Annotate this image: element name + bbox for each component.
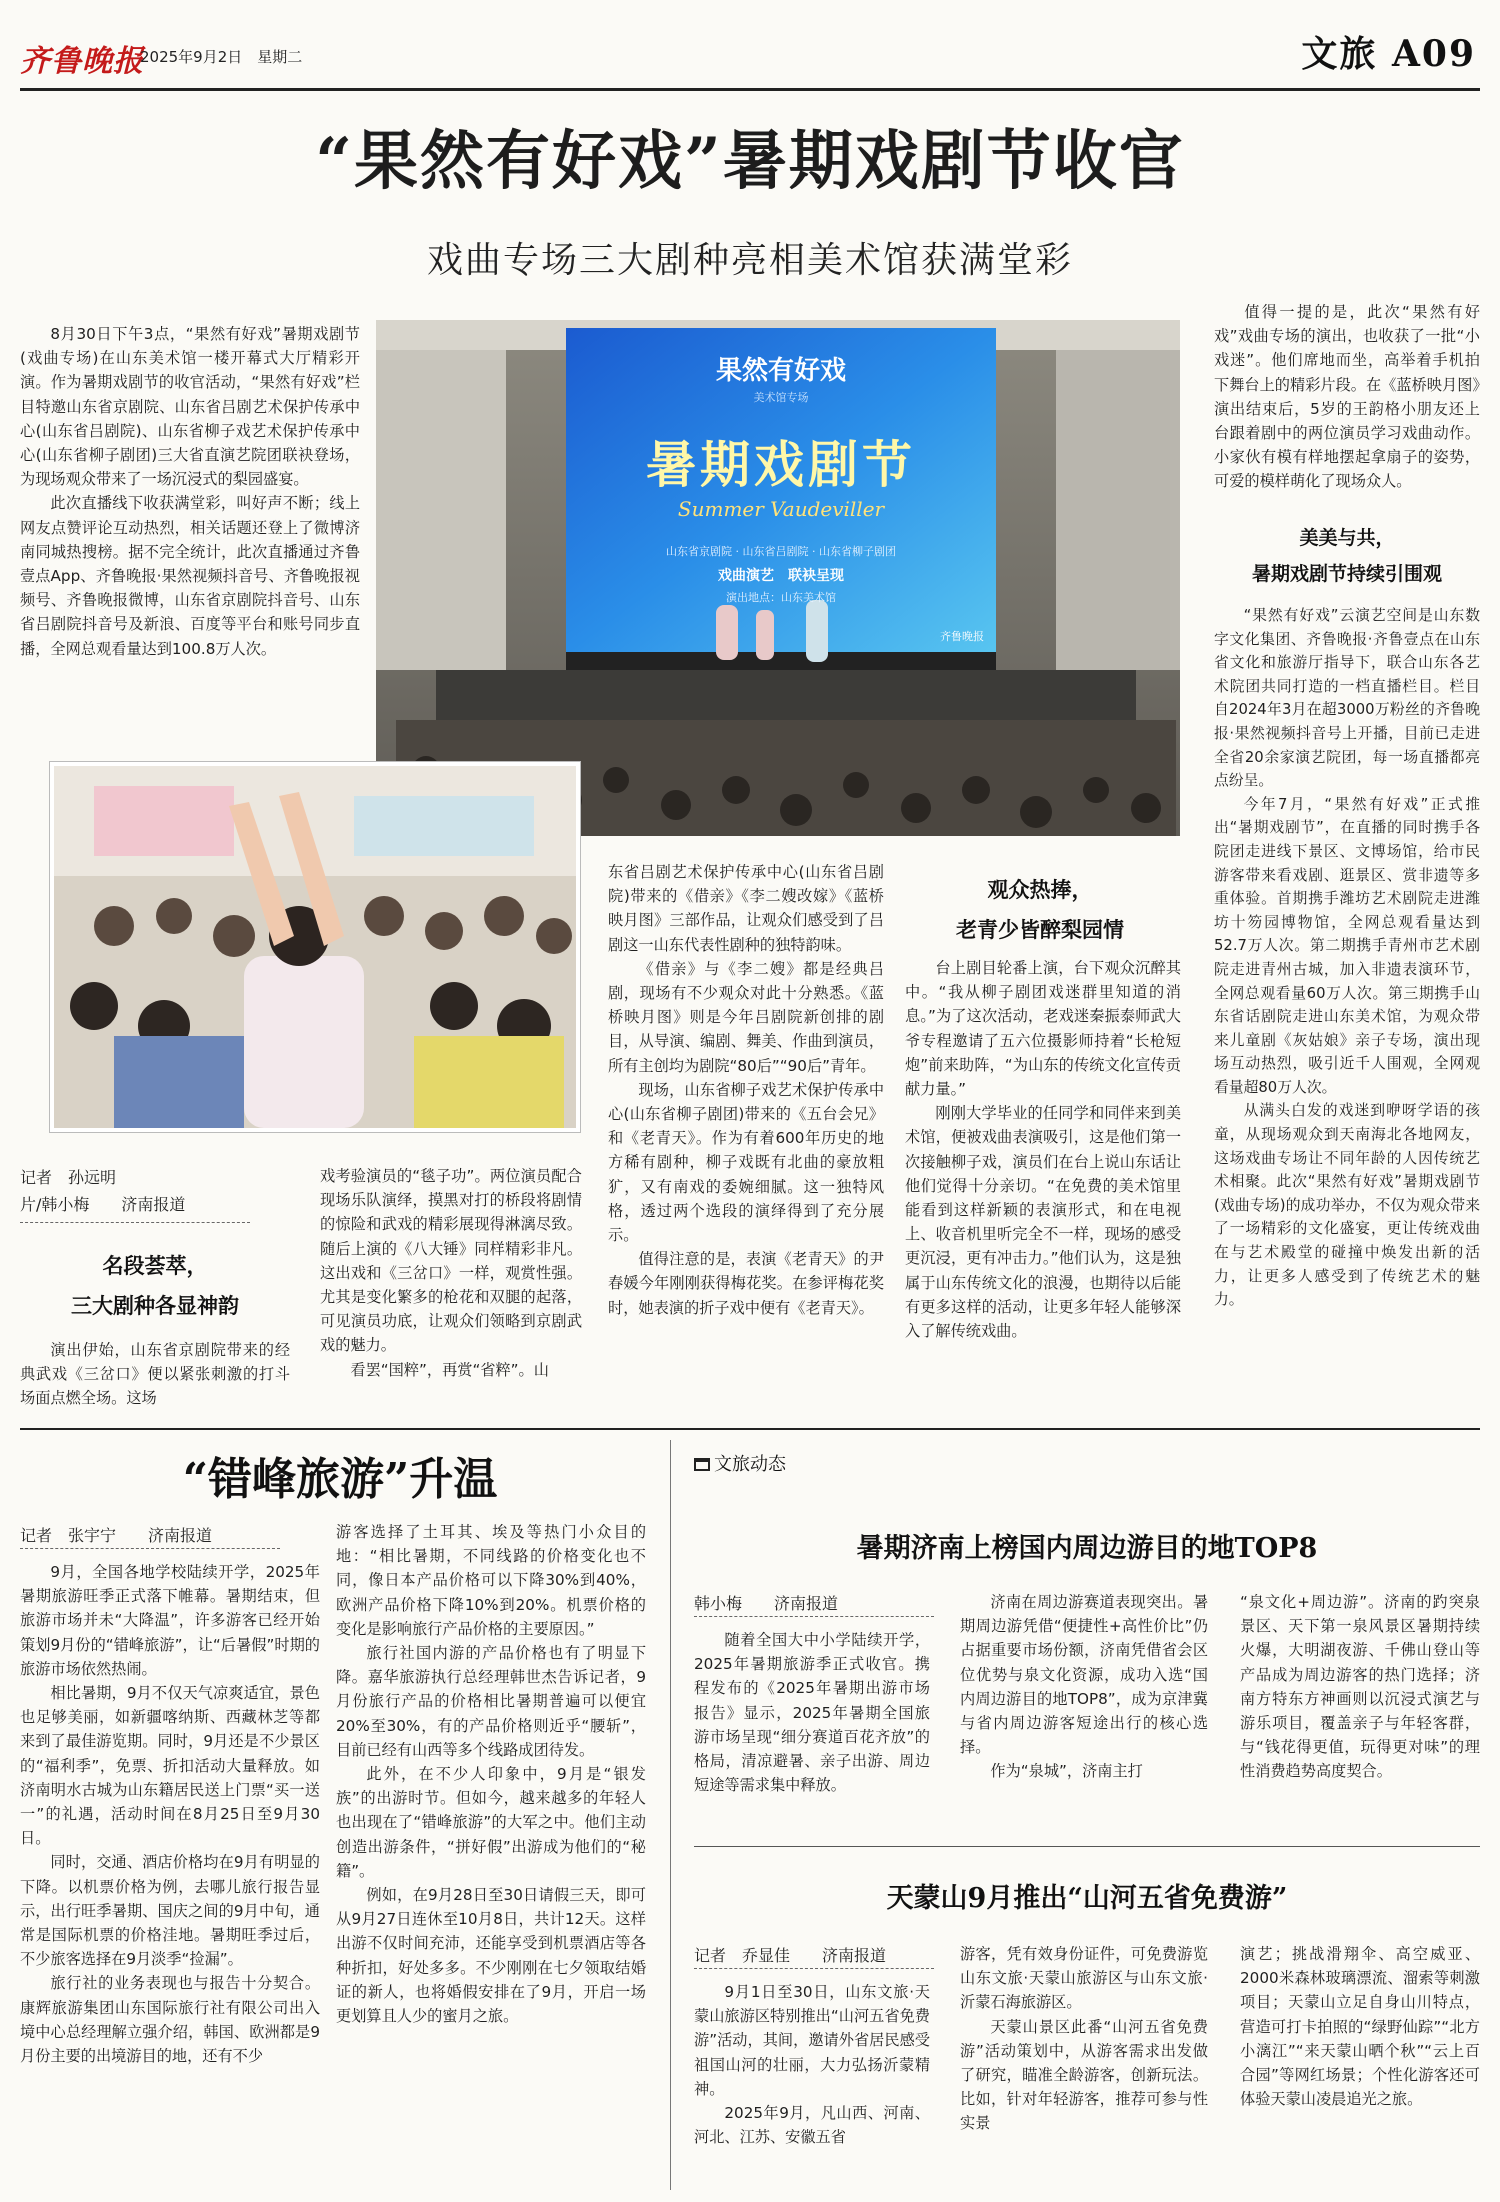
section3-title-line2: 暑期戏剧节持续引围观: [1251, 563, 1442, 585]
section3-title: [1214, 520, 1480, 592]
lead-bottom-rule: [20, 1428, 1480, 1430]
news1-byline: 韩小梅 济南报道: [694, 1594, 839, 1613]
story2-byline-divider: [20, 1548, 280, 1549]
paragraph: 例如，在9月28日至30日请假三天，即可从9月27日连休至10月8日，共计12天。这样出游不仅时间充沛，还能享受到机票酒店等各种折扣，好处多多。不少刚刚在七夕领取结婚证的新人，也将婚假安排在了9月，开启一场更划算且人少的蜜月之旅。: [336, 1886, 646, 2026]
audience-photo-illustration: [54, 766, 576, 1128]
news2-col3: [1240, 1942, 1480, 2192]
paragraph: 从满头白发的戏迷到咿呀学语的孩童，从现场观众到天南海北各地网友，这场戏曲专场让不同年龄的人因传统艺术相聚。此次“果然有好戏”暑期戏剧节(戏曲专场)的成功举办，不仅为观众带来了一场精彩的文化盛宴，更让传统戏曲在与艺术殿堂的碰撞中焕发出新的活力，让更多人感受到了传统艺术的魅力。: [1214, 1102, 1480, 1309]
paragraph: “泉文化+周边游”。济南的趵突泉景区、天下第一泉风景区暑期持续火爆，大明湖夜游、千佛山登山等产品成为周边游客的热门选择；济南方特东方神画则以沉浸式演艺与游乐项目，覆盖亲子与年轻客群，与“钱花得更值，玩得更对味”的理性消费趋势高度契合。: [1240, 1593, 1480, 1781]
paragraph: 戏考验演员的“毯子功”。两位演员配合现场乐队演绎，摸黑对打的桥段将剧情的惊险和武戏的精彩展现得淋漓尽致。随后上演的《八大锤》同样精彩非凡。这出戏和《三岔口》一样，观赏性强。尤其是变化繁多的枪花和双腿的起落，可见演员功底，让观众们领略到京剧武戏的魅力。: [320, 1167, 582, 1355]
news-divider: [694, 1846, 1480, 1847]
lead-headline: “果然有好戏”暑期戏剧节收官: [315, 124, 1185, 199]
paragraph: 今年7月，“果然有好戏”正式推出“暑期戏剧节”，在直播的同时携手各院团走进线下景区、文博场馆，给市民游客带来看戏剧、逛景区、赏非遗等多重体验。首期携手潍坊艺术剧院走进潍坊十笏园博物馆，全网总观看量达到52.7万人次。第二期携手青州市艺术剧院走进青州古城，加入非遗表演环节，全网总观看量60万人次。第三期携手山东省话剧院走进山东美术馆，为观众带来儿童剧《灰姑娘》亲子专场，演出现场互动热烈，吸引近千人围观，全网观看量超80万人次。: [1214, 795, 1480, 1096]
screen-venue: 演出地点：山东美术馆: [726, 591, 836, 604]
news1-headline: 暑期济南上榜国内周边游目的地TOP8: [856, 1533, 1318, 1564]
stage-photo: [376, 320, 1180, 836]
lead-col4: [905, 956, 1181, 1420]
story2-col1: [20, 1560, 320, 2200]
lead-subheadline: 戏曲专场三大剧种亮相美术馆获满堂彩: [426, 240, 1073, 281]
lead-col2: [320, 1164, 582, 1418]
paragraph: 天蒙山景区此番“山河五省免费游”活动策划中，从游客需求出发做了研究，瞄准全龄游客，创新玩法。比如，针对年轻游客，推荐可参与性实景: [960, 2017, 1208, 2133]
lead-col5b: [1214, 604, 1480, 1420]
paragraph: 游客，凭有效身份证件，可免费游览山东文旅·天蒙山旅游区与山东文旅·沂蒙石海旅游区。: [960, 1945, 1208, 2012]
paragraph: 演出伊始，山东省京剧院带来的经典武戏《三岔口》便以紧张刺激的打斗场面点燃全场。这场: [20, 1341, 290, 1408]
reporter-credit: 记者 孙远明: [20, 1168, 117, 1187]
paragraph: 值得一提的是，此次“果然有好戏”戏曲专场的演出，也收获了一批“小戏迷”。他们席地而坐，高举着手机拍下舞台上的精彩片段。在《蓝桥映月图》演出结束后，5岁的王韵格小朋友还上台跟着剧中的两位演员学习戏曲动作。小家伙有模有样地摆起拿扇子的姿势，可爱的模样萌化了现场众人。: [1214, 303, 1480, 491]
newspaper-logo: 齐鲁晚报: [20, 44, 144, 79]
news1-col2: [960, 1590, 1208, 1830]
credit-divider: [20, 1222, 250, 1223]
news2-byline-divider: [694, 1968, 934, 1969]
paragraph: 随着全国大中小学陆续开学，2025年暑期旅游季正式收官。携程发布的《2025年暑期出游市场报告》显示，2025年暑期全国旅游市场呈现“细分赛道百花齐放”的格局，清凉避暑、亲子出游、周边短途等需求集中释放。: [694, 1631, 930, 1795]
news-tag-icon: [694, 1458, 710, 1471]
page-number: A09: [1391, 33, 1476, 75]
paragraph: 《借亲》与《李二嫂》都是经典吕剧，现场有不少观众对此十分熟悉。《蓝桥映月图》则是今年吕剧院新创排的剧目，从导演、编剧、舞美、作曲到演员，所有主创均为剧院“80后”“90后”青年。: [608, 959, 884, 1075]
paragraph: 济南在周边游赛道表现突出。暑期周边游凭借“便捷性+高性价比”仍占据重要市场份额，济南凭借省会区位优势与泉文化资源，成功入选“国内周边游目的地TOP8”，成为京津冀与省内周边游客短途出行的核心选择。: [960, 1593, 1208, 1757]
screen-tagline: 戏曲演艺 联袂呈现: [718, 568, 844, 584]
news2-col1: [694, 1980, 930, 2190]
section1-title-line2: 三大剧种各显神韵: [71, 1293, 239, 1318]
paragraph: 东省吕剧艺术保护传承中心(山东省吕剧院)带来的《借亲》《李二嫂改嫁》《蓝桥映月图》三部作品，让观众们感受到了吕剧这一山东代表性剧种的独特韵味。: [608, 863, 884, 954]
paragraph: 刚刚大学毕业的任同学和同伴来到美术馆，便被戏曲表演吸引，这是他们第一次接触柳子戏，演员们在台上说山东话让他们觉得十分亲切。“在免费的美术馆里能看到这样新颖的表演形式，和在电视上、收音机里听完全不一样，现场的感受更沉浸，更有冲击力。”他们认为，这是独属于山东传统文化的浪漫，也期待以后能有更多这样的活动，让更多年轻人能够深入了解传统戏曲。: [905, 1104, 1181, 1341]
story2-headline: “错峰旅游”升温: [182, 1454, 498, 1505]
news1-byline-divider: [694, 1616, 934, 1617]
masthead-rule: [20, 88, 1480, 91]
paragraph: 2025年9月，凡山西、河南、河北、江苏、安徽五省: [694, 2104, 930, 2147]
lead-credit: [20, 1164, 300, 1218]
photo-credit: 片/韩小梅 济南报道: [20, 1195, 186, 1214]
paragraph: 台上剧目轮番上演，台下观众沉醉其中。“我从柳子剧团戏迷群里知道的消息。”为了这次活动，老戏迷秦振泰师武大爷专程邀请了五六位摄影师持着“长枪短炮”前来助阵，“为山东的传统文化宣传贡献力量。”: [905, 959, 1181, 1099]
paragraph: 旅行社国内游的产品价格也有了明显下降。嘉华旅游执行总经理韩世杰告诉记者，9月份旅行产品的价格相比暑期普遍可以便宜20%至30%，有的产品价格则近乎“腰斩”，目前已经有山西等多个线路成团待发。: [336, 1644, 646, 1759]
screen-brand-sub: 美术馆专场: [753, 391, 809, 404]
paragraph: 看罢“国粹”，再赏“省粹”。山: [350, 1360, 549, 1379]
news2-byline: 记者 乔显佳 济南报道: [694, 1946, 887, 1965]
section1-title-line1: 名段荟萃，: [102, 1253, 208, 1278]
story2-byline: 记者 张宇宁 济南报道: [20, 1526, 213, 1545]
paragraph: “果然有好戏”云演艺空间是山东数字文化集团、齐鲁晚报·齐鲁壹点在山东省文化和旅游厅指导下，联合山东各艺术院团共同打造的一档直播栏目。栏目自2024年3月在超3000万粉丝的齐鲁晚报·果然视频抖音号上开播，目前已走进全省20余家演艺院团，每一场直播都亮点纷呈。: [1214, 607, 1480, 790]
news1-col1: [694, 1628, 930, 1828]
paragraph: 8月30日下午3点，“果然有好戏”暑期戏剧节(戏曲专场)在山东美术馆一楼开幕式大厅精彩开演。作为暑期戏剧节的收官活动，“果然有好戏”栏目特邀山东省京剧院、山东省吕剧艺术保护传承中心(山东省吕剧院)、山东省柳子戏艺术保护传承中心(山东省柳子剧团)三大省直演艺院团联袂登场，为现场观众带来了一场沉浸式的梨园盛宴。: [20, 325, 360, 489]
paragraph: 作为“泉城”，济南主打: [990, 1762, 1143, 1781]
screen-logo: 齐鲁晚报: [940, 630, 984, 643]
lead-col3: [608, 860, 884, 1420]
story2-col2: [336, 1520, 646, 2200]
paragraph: 9月，全国各地学校陆续开学，2025年暑期旅游旺季正式落下帷幕。暑期结束，但旅游市场并未“大降温”，许多游客已经开始策划9月份的“错峰旅游”，让“后暑假”时期的旅游市场依然热闹。: [20, 1563, 320, 1678]
section2-title: [905, 870, 1175, 950]
paragraph: 游客选择了土耳其、埃及等热门小众目的地：“相比暑期，不同线路的价格变化也不同，像日本产品价格可以下降30%到40%，欧洲产品价格下降10%到20%。机票价格的变化是影响旅行产品价格的主要原因。”: [336, 1523, 646, 1638]
news-tag: [694, 1450, 786, 1476]
section-name: 文旅: [1301, 33, 1378, 75]
section2-title-line2: 老青少皆醉梨园情: [956, 917, 1124, 942]
paragraph: 旅行社的业务表现也与报告十分契合。康辉旅游集团山东国际旅行社有限公司出入境中心总经理解立强介绍，韩国、欧洲都是9月份主要的出境游目的地，还有不少: [20, 1974, 320, 2066]
section-page: [1301, 26, 1476, 77]
news-tag-label: 文旅动态: [714, 1454, 786, 1475]
screen-brand: 果然有好戏: [715, 356, 846, 386]
lead-col5: [1214, 300, 1480, 510]
section2-title-line1: 观众热捧，: [987, 877, 1093, 902]
paragraph: 同时，交通、酒店价格均在9月有明显的下降。以机票价格为例，去哪儿旅行报告显示，出行旺季暑期、国庆之间的9月中旬，通常是国际机票的价格洼地。暑期旺季过后，不少旅客选择在9月淡季“捡漏”。: [20, 1853, 320, 1969]
screen-main-title: 暑期戏剧节: [646, 435, 916, 494]
lead-col1: [20, 322, 360, 732]
paragraph: 值得注意的是，表演《老青天》的尹春媛今年刚刚获得梅花奖。在参评梅花奖时，她表演的折子戏中便有《老青天》。: [608, 1250, 884, 1317]
stage-screen: [566, 328, 996, 652]
paragraph: 9月1日至30日，山东文旅·天蒙山旅游区特别推出“山河五省免费游”活动，其间，邀请外省居民感受祖国山河的壮丽，大力弘扬沂蒙精神。: [694, 1983, 930, 2098]
paragraph: 此次直播线下收获满堂彩，叫好声不断；线上网友点赞评论互动热烈，相关话题还登上了微博济南同城热搜榜。据不完全统计，此次直播通过齐鲁壹点App、齐鲁晚报·果然视频抖音号、齐鲁晚报视频号、齐鲁晚报微博，山东省京剧院抖音号、山东省吕剧院抖音号及新浪、百度等平台和账号同步直播，全网总观看量达到100.8万人次。: [20, 494, 360, 658]
news2-col2: [960, 1942, 1208, 2192]
screen-units: 山东省京剧院 · 山东省吕剧院 · 山东省柳子剧团: [666, 545, 896, 558]
paragraph: 现场，山东省柳子戏艺术保护传承中心(山东省柳子剧团)带来的《五台会兄》和《老青天》。作为有着600年历史的地方稀有剧种，柳子戏既有北曲的豪放粗犷，又有南戏的委婉细腻。这一独特风格，透过两个选段的演绎得到了充分展示。: [608, 1080, 884, 1245]
column-divider: [670, 1440, 671, 2190]
section3-title-line1: 美美与共，: [1299, 527, 1395, 549]
audience-photo: [50, 762, 580, 1132]
section1-text: [20, 1338, 290, 1418]
news2-headline: 天蒙山9月推出“山河五省免费游”: [886, 1883, 1288, 1914]
section1-title: [20, 1246, 290, 1326]
news1-col3: [1240, 1590, 1480, 1830]
screen-english: Summer Vaudeviller: [677, 497, 885, 521]
issue-date: 2025年9月2日 星期二: [140, 48, 303, 66]
paragraph: 相比暑期，9月不仅天气凉爽适宜，景色也足够美丽，如新疆喀纳斯、西藏林芝等都来到了最佳游览期。同时，9月还是不少景区的“福利季”，免票、折扣活动大量释放。如济南明水古城为山东籍居民送上门票“买一送一”的礼遇，活动时间在8月25日至9月30日。: [20, 1684, 320, 1848]
paragraph: 此外，在不少人印象中，9月是“银发族”的出游时节。但如今，越来越多的年轻人也出现在了“错峰旅游”的大军之中。他们主动创造出游条件，“拼好假”出游成为他们的“秘籍”。: [336, 1765, 646, 1880]
paragraph: 演艺；挑战滑翔伞、高空威亚、2000米森林玻璃漂流、溜索等刺激项目；天蒙山立足自身山川特点，营造可打卡拍照的“绿野仙踪”“北方小漓江”“来天蒙山晒个秋”“云上百合园”等网红场景；个性化游客还可体验天蒙山凌晨追光之旅。: [1240, 1945, 1480, 2109]
